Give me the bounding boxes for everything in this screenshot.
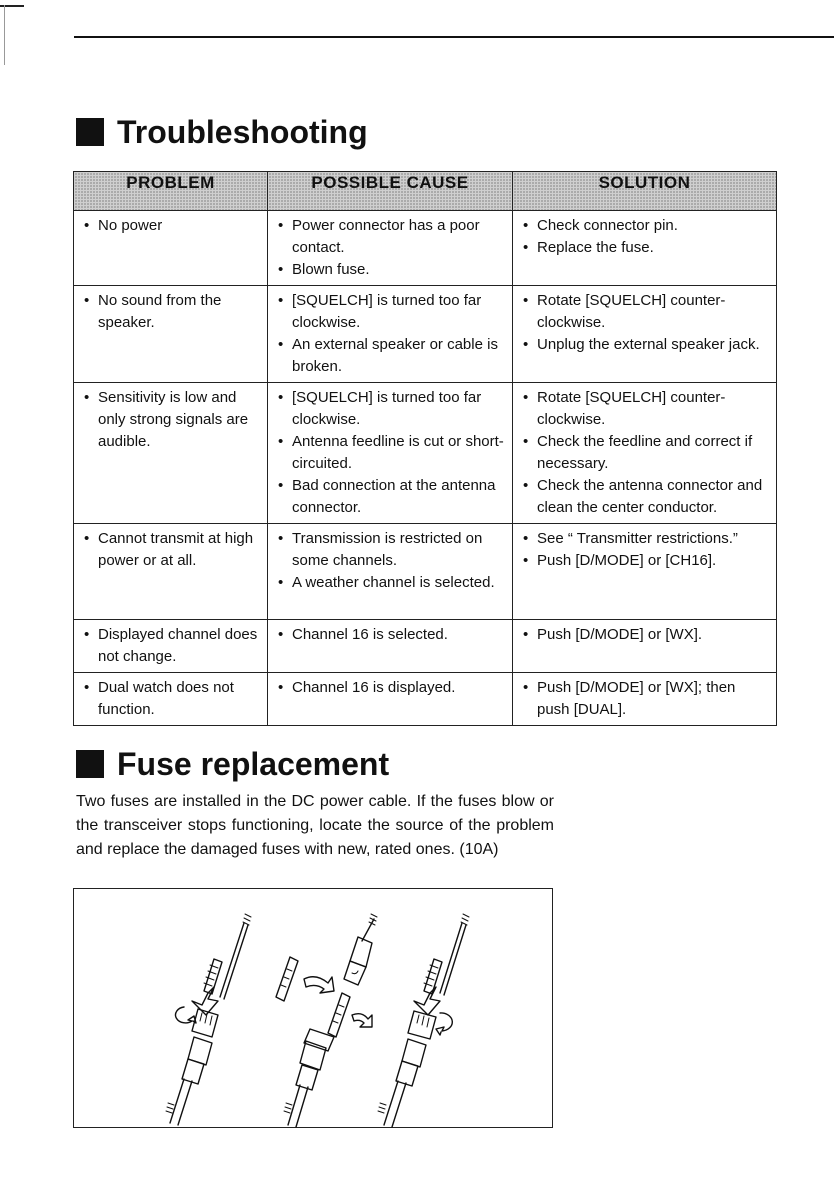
solution-cell <box>513 211 777 286</box>
troubleshooting-table <box>73 171 777 726</box>
list-item: • Unplug the external speaker jack. <box>523 334 768 356</box>
troubleshooting-heading <box>76 116 368 148</box>
list-item: • Push [D/MODE] or [CH16]. <box>523 550 768 572</box>
bullet-list <box>84 290 259 334</box>
fuse-heading <box>76 748 389 780</box>
list-item: • Channel 16 is displayed. <box>278 677 504 699</box>
cause-cell <box>268 673 513 726</box>
list-item: • No power <box>84 215 259 237</box>
table-row <box>74 673 777 726</box>
solution-cell <box>513 383 777 524</box>
list-item: • A weather channel is selected. <box>278 572 504 594</box>
list-item: • Power connector has a poor contact. <box>278 215 504 259</box>
table-row <box>74 211 777 286</box>
problem-cell <box>74 524 268 620</box>
fuse-holder-middle-icon <box>276 914 377 1127</box>
bullet-list <box>278 387 504 519</box>
list-item: • Transmission is restricted on some channels. <box>278 528 504 572</box>
fuse-holder-right-icon <box>378 914 469 1127</box>
table-body <box>74 211 777 726</box>
bullet-list <box>523 290 768 356</box>
list-item: • Push [D/MODE] or [WX]; then push [DUAL]. <box>523 677 768 721</box>
fuse-illustration <box>73 888 553 1128</box>
bullet-list <box>523 387 768 519</box>
bullet-list <box>278 624 504 646</box>
header-solution: SOLUTION <box>513 172 777 211</box>
bullet-list <box>84 528 259 572</box>
list-item: • No sound from the speaker. <box>84 290 259 334</box>
header-possible-cause: POSSIBLE CAUSE <box>268 172 513 211</box>
bullet-list <box>278 528 504 594</box>
cause-cell <box>268 286 513 383</box>
bullet-list <box>278 215 504 281</box>
problem-cell <box>74 383 268 524</box>
cause-cell <box>268 620 513 673</box>
list-item: • Check connector pin. <box>523 215 768 237</box>
solution-cell <box>513 286 777 383</box>
header-problem: PROBLEM <box>74 172 268 211</box>
bullet-list <box>278 677 504 699</box>
bullet-list <box>84 387 259 453</box>
list-item: • Blown fuse. <box>278 259 504 281</box>
problem-cell <box>74 286 268 383</box>
list-item: • Rotate [SQUELCH] counter-clockwise. <box>523 387 768 431</box>
list-item: • Dual watch does not function. <box>84 677 259 721</box>
fuse-holder-left-icon <box>166 914 251 1125</box>
list-item: • Bad connection at the antenna connector. <box>278 475 504 519</box>
list-item: • Rotate [SQUELCH] counter-clockwise. <box>523 290 768 334</box>
list-item: • Antenna feedline is cut or short-circuited. <box>278 431 504 475</box>
solution-cell <box>513 524 777 620</box>
bullet-list <box>523 528 768 572</box>
fuse-instructions: Two fuses are installed in the DC power cable. If the fuses blow or the transceiver stops functioning, locate the source of the problem and replace the damaged fuses with new, rated ones. (10A) <box>76 793 554 858</box>
table-row <box>74 383 777 524</box>
bullet-list <box>523 624 768 646</box>
table-header-row <box>74 172 777 211</box>
cause-cell <box>268 524 513 620</box>
table-row <box>74 620 777 673</box>
cause-cell <box>268 211 513 286</box>
list-item: • [SQUELCH] is turned too far clockwise. <box>278 290 504 334</box>
solution-cell <box>513 620 777 673</box>
bullet-list <box>523 677 768 721</box>
list-item: • See “ Transmitter restrictions.” <box>523 528 768 550</box>
list-item: • Check the antenna connector and clean the center conductor. <box>523 475 768 519</box>
list-item: • [SQUELCH] is turned too far clockwise. <box>278 387 504 431</box>
list-item: • Check the feedline and correct if necessary. <box>523 431 768 475</box>
list-item: • Displayed channel does not change. <box>84 624 259 668</box>
table-row <box>74 286 777 383</box>
list-item: • Cannot transmit at high power or at all. <box>84 528 259 572</box>
list-item: • An external speaker or cable is broken. <box>278 334 504 378</box>
problem-cell <box>74 620 268 673</box>
cause-cell <box>268 383 513 524</box>
list-item: • Replace the fuse. <box>523 237 768 259</box>
troubleshooting-title: Troubleshooting <box>117 114 368 150</box>
list-item: • Channel 16 is selected. <box>278 624 504 646</box>
bullet-list <box>84 677 259 721</box>
problem-cell <box>74 673 268 726</box>
fuse-title: Fuse replacement <box>117 746 390 782</box>
bullet-list <box>84 215 259 237</box>
list-item: • Push [D/MODE] or [WX]. <box>523 624 768 646</box>
corner-mark-vertical <box>4 5 5 65</box>
solution-cell <box>513 673 777 726</box>
bullet-list <box>523 215 768 259</box>
table-row <box>74 524 777 620</box>
heading-square-icon <box>76 118 104 146</box>
problem-cell <box>74 211 268 286</box>
list-item: • Sensitivity is low and only strong signals are audible. <box>84 387 259 453</box>
bullet-list <box>278 290 504 378</box>
heading-square-icon <box>76 750 104 778</box>
header-rule <box>74 36 834 38</box>
bullet-list <box>84 624 259 668</box>
fuse-holder-illustration-icon <box>74 889 554 1129</box>
